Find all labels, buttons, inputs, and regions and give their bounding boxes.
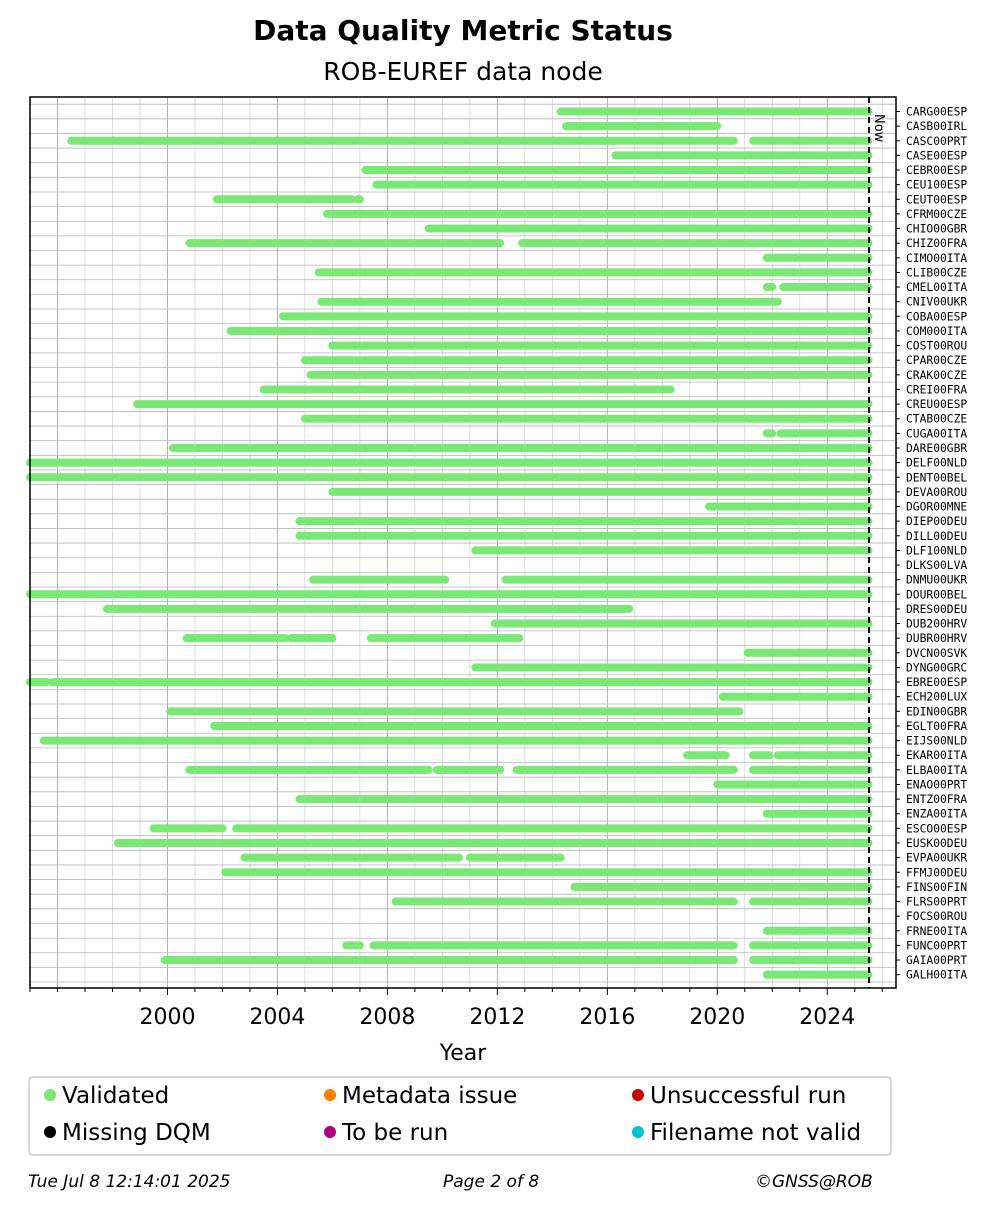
station-label: FUNC00PRT: [906, 939, 968, 953]
legend-item-validated: [44, 1083, 169, 1109]
station-label: CHIO00GBR: [906, 222, 968, 236]
station-label: ENTZ00FRA: [906, 793, 968, 807]
legend-label: Validated: [62, 1083, 170, 1109]
now-label: Now: [871, 114, 887, 143]
x-tick-label: 2020: [689, 1005, 746, 1030]
station-label: EBRE00ESP: [906, 676, 968, 690]
x-tick-label: 2008: [359, 1005, 416, 1030]
station-label: DIEP00DEU: [906, 515, 968, 529]
station-label: CTAB00CZE: [906, 412, 968, 426]
station-label: CREU00ESP: [906, 398, 968, 412]
legend-marker-metadata-issue: [324, 1089, 336, 1101]
station-label: DOUR00BEL: [906, 588, 968, 602]
station-label: CPAR00CZE: [906, 354, 968, 368]
x-tick-label: 2012: [469, 1005, 526, 1030]
legend: [28, 1076, 892, 1156]
station-label: DGOR00MNE: [906, 500, 968, 514]
station-label: EKAR00ITA: [906, 749, 968, 763]
x-axis-label: Year: [439, 1041, 487, 1066]
x-tick-label: 2024: [799, 1005, 856, 1030]
station-label: DUB200HRV: [906, 617, 968, 631]
station-label: CMEL00ITA: [906, 281, 968, 295]
station-label: EIJS00NLD: [906, 734, 968, 748]
station-label: DVCN00SVK: [906, 646, 968, 660]
chart-title: Data Quality Metric Status: [253, 14, 673, 47]
station-label: CARG00ESP: [906, 105, 968, 119]
station-label: COM000ITA: [906, 324, 968, 338]
legend-marker-filename-not-valid: [632, 1126, 644, 1138]
legend-label: Missing DQM: [62, 1120, 211, 1146]
legend-label: Unsuccessful run: [650, 1083, 847, 1109]
legend-item-metadata-issue: [324, 1083, 517, 1109]
legend-label: Filename not valid: [650, 1120, 862, 1146]
station-label: GALH00ITA: [906, 968, 968, 982]
station-label: GAIA00PRT: [906, 954, 968, 968]
station-label: FRNE00ITA: [906, 924, 968, 938]
station-label: DEVA00ROU: [906, 485, 968, 499]
station-label: CASC00PRT: [906, 134, 968, 148]
legend-marker-to-be-run: [324, 1126, 336, 1138]
station-label: CUGA00ITA: [906, 427, 968, 441]
legend-item-missing-dqm: [44, 1120, 211, 1146]
station-label: ELBA00ITA: [906, 763, 968, 777]
legend-marker-unsuccessful-run: [632, 1089, 644, 1101]
station-label: CASB00IRL: [906, 120, 968, 134]
station-label: EUSK00DEU: [906, 837, 968, 850]
station-label: DRES00DEU: [906, 602, 968, 616]
station-label: ESCO00ESP: [906, 822, 968, 836]
station-label: FINS00FIN: [906, 880, 968, 894]
legend-label: To be run: [342, 1120, 449, 1146]
station-label: DENT00BEL: [906, 471, 968, 485]
station-label: CFRM00CZE: [906, 207, 968, 221]
station-label: CASE00ESP: [906, 149, 968, 163]
legend-item-unsuccessful-run: [632, 1083, 846, 1109]
station-label: DELF00NLD: [906, 456, 968, 470]
station-label: COST00ROU: [906, 339, 968, 353]
x-tick-label: 2004: [249, 1005, 306, 1030]
station-label: CNIV00UKR: [906, 295, 968, 309]
station-label: DUBR00HRV: [906, 632, 968, 646]
legend-label: Metadata issue: [342, 1083, 518, 1109]
station-label: DYNG00GRC: [906, 661, 968, 675]
station-label: DNMU00UKR: [906, 573, 968, 587]
station-label: FOCS00ROU: [906, 910, 968, 924]
x-tick-label: 2016: [579, 1005, 636, 1030]
footer-page-number: Page 2 of 8: [443, 1172, 540, 1192]
footer-timestamp: Tue Jul 8 12:14:01 2025: [28, 1172, 231, 1192]
station-label: COBA00ESP: [906, 310, 968, 324]
station-label: DILL00DEU: [906, 529, 968, 543]
station-label: ENZA00ITA: [906, 807, 968, 821]
station-label: EVPA00UKR: [906, 851, 968, 865]
station-label: FFMJ00DEU: [906, 866, 968, 880]
station-label: CEU100ESP: [906, 178, 968, 192]
station-label: EDIN00GBR: [906, 705, 968, 719]
legend-marker-missing-dqm: [44, 1126, 56, 1138]
station-label: DLKS00LVA: [906, 559, 968, 573]
station-label: CREI00FRA: [906, 383, 968, 397]
station-label: FLRS00PRT: [906, 895, 968, 909]
station-label: CIMO00ITA: [906, 251, 968, 265]
legend-marker-validated: [44, 1089, 56, 1101]
footer-copyright: ©GNSS@ROB: [755, 1172, 873, 1192]
station-label: DLF100NLD: [906, 544, 968, 558]
x-tick-label: 2000: [139, 1005, 196, 1030]
station-label: CLIB00CZE: [906, 266, 968, 280]
station-label: ENAO00PRT: [906, 778, 968, 792]
chart-subtitle: ROB-EUREF data node: [323, 57, 603, 86]
legend-item-filename-not-valid: [632, 1120, 861, 1146]
station-label: CEBR00ESP: [906, 164, 968, 178]
station-label: ECH200LUX: [906, 690, 968, 704]
station-label: DARE00GBR: [906, 441, 968, 455]
station-label: CEUT00ESP: [906, 193, 968, 207]
station-label: EGLT00FRA: [906, 719, 968, 733]
station-label: CHIZ00FRA: [906, 237, 968, 251]
station-label: CRAK00CZE: [906, 368, 968, 382]
legend-item-to-be-run: [324, 1120, 448, 1146]
